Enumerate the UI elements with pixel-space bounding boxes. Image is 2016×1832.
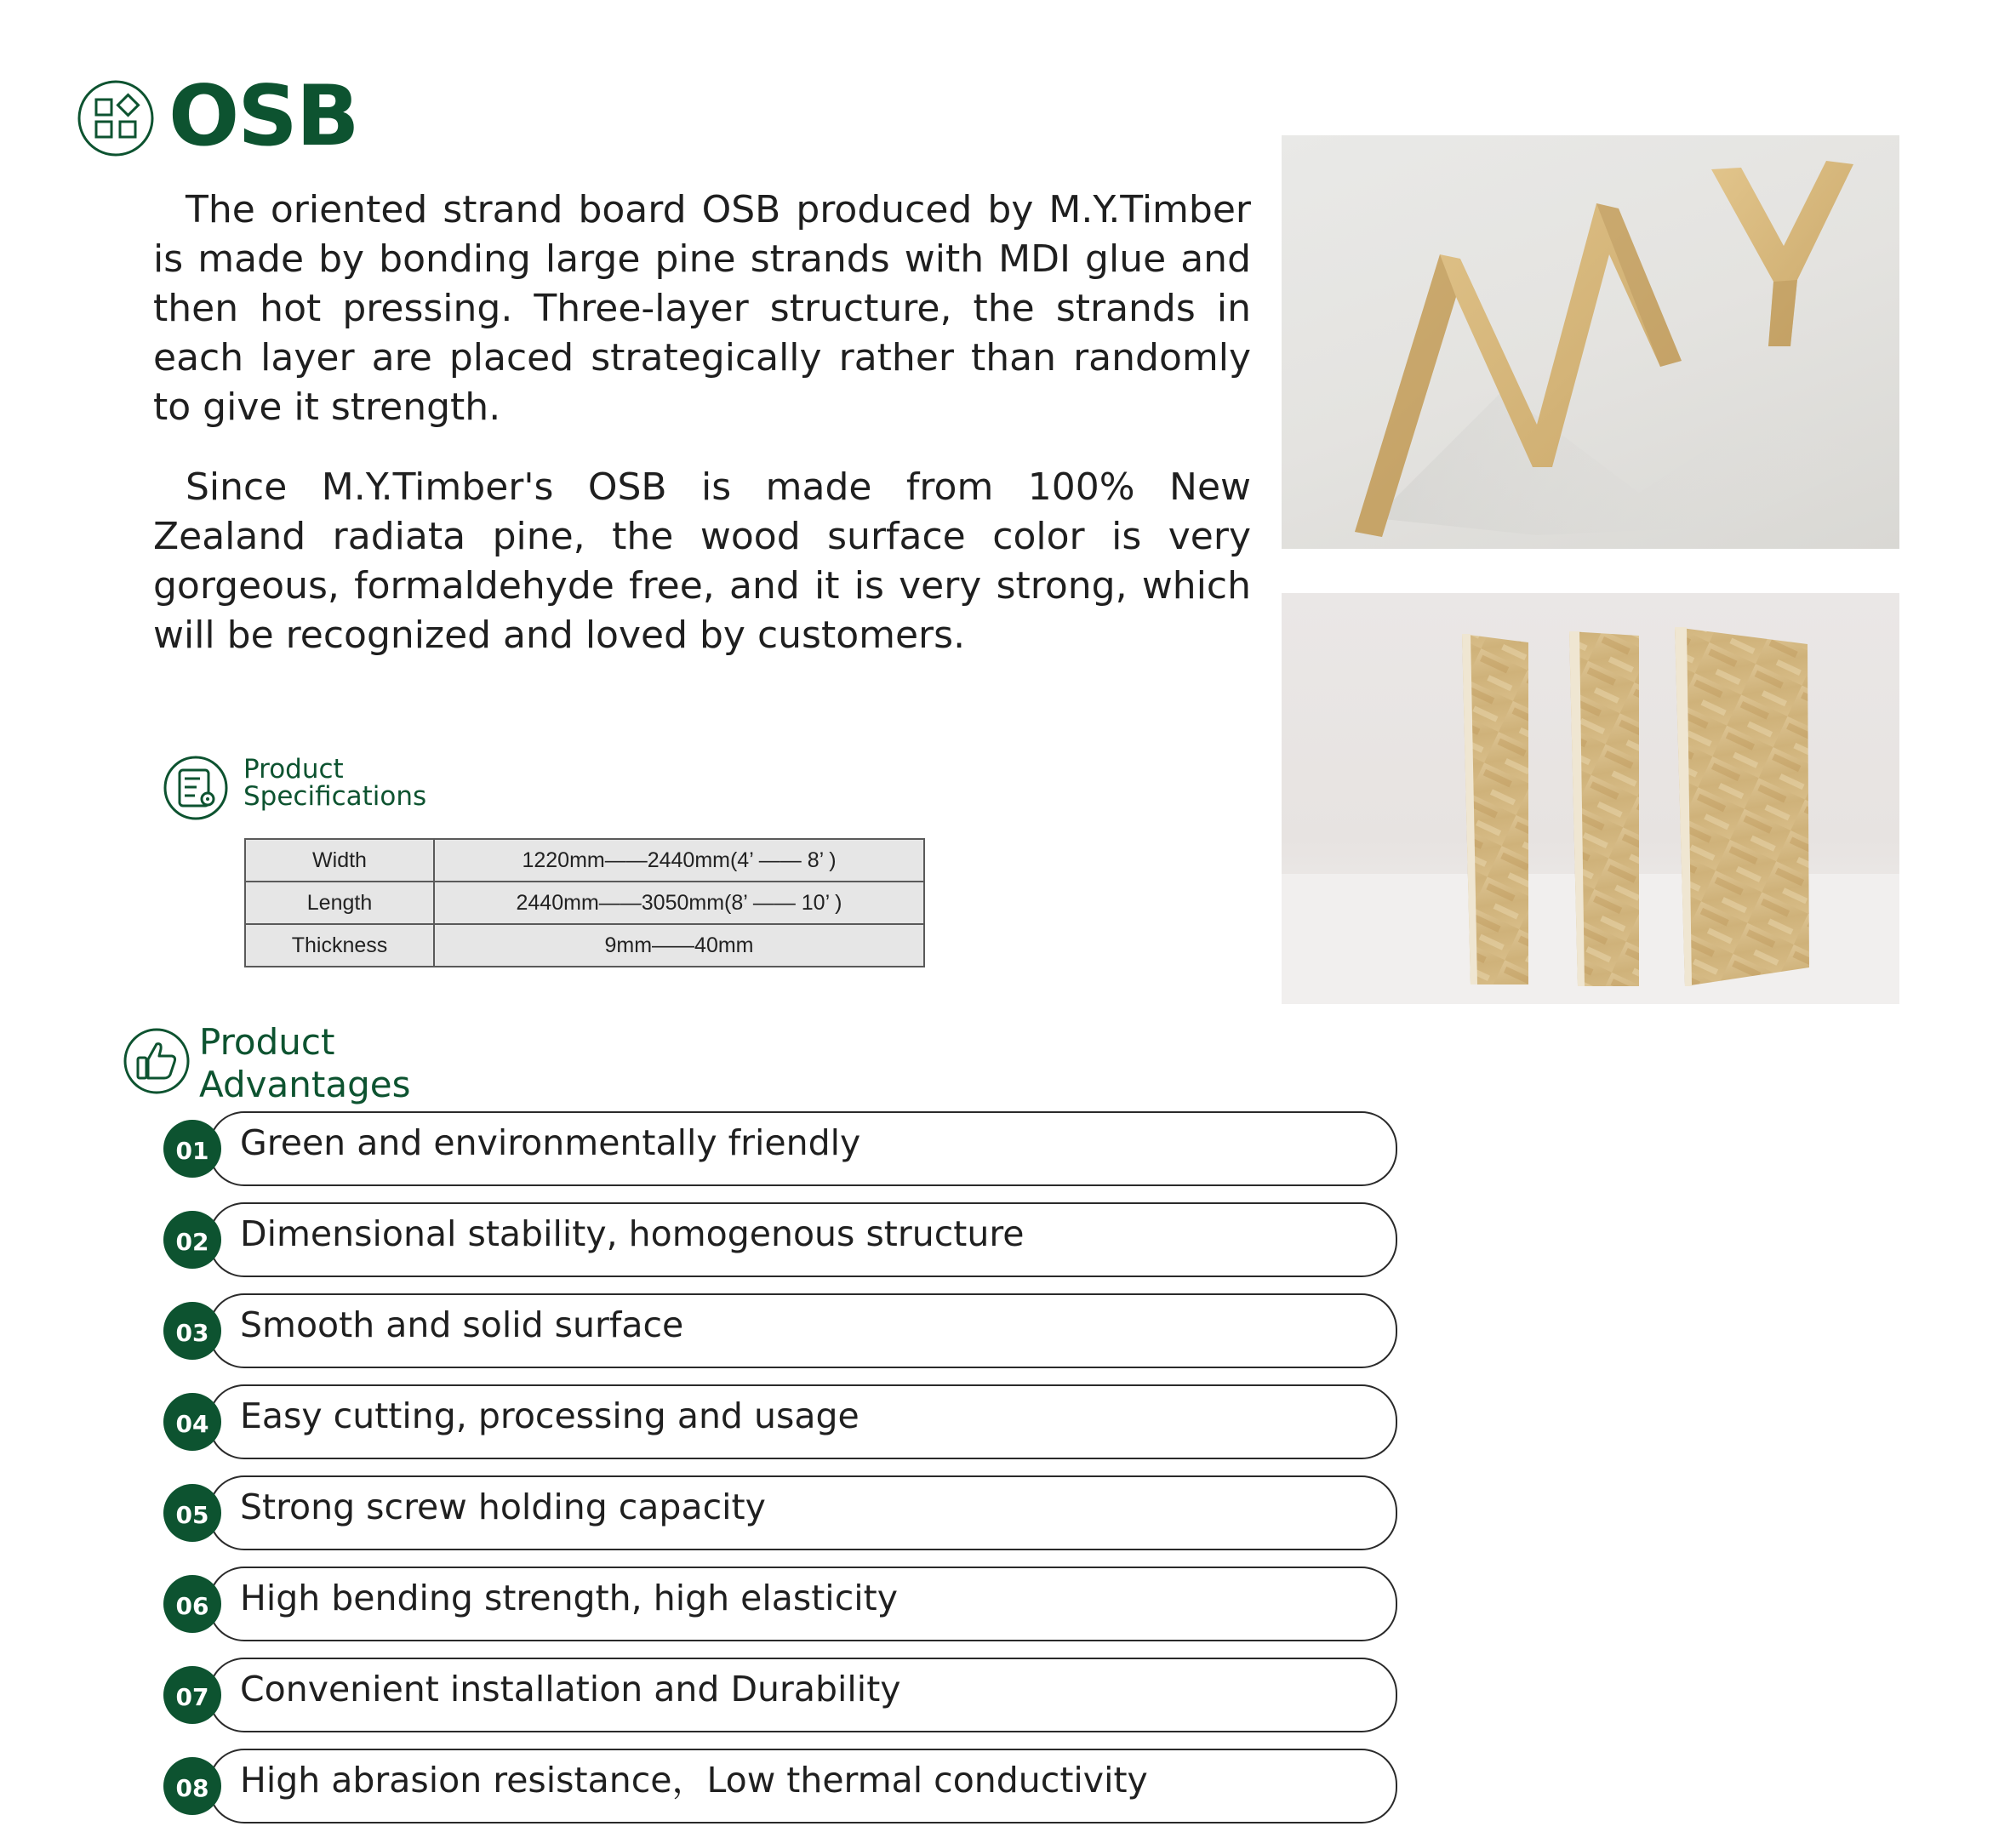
osb-boards-illustration — [1282, 593, 1899, 1004]
specifications-heading — [243, 756, 426, 810]
spec-label: Length — [245, 882, 434, 924]
specifications-heading-line1: Product — [243, 754, 344, 785]
table-row — [245, 882, 924, 924]
table-row — [245, 839, 924, 882]
advantage-text: Strong screw holding capacity — [240, 1487, 766, 1527]
list-item — [162, 1658, 1397, 1732]
advantage-text: Dimensional stability, homogenous structure — [240, 1213, 1025, 1254]
table-row — [245, 924, 924, 967]
spec-value: 2440mm——3050mm(8’ —— 10’ ) — [434, 882, 924, 924]
advantage-number: 01 — [163, 1120, 221, 1178]
intro-paragraph-2: Since M.Y.Timber's OSB is made from 100% New Zealand radiata pine, the wood surface color is very gorgeous, formaldehyde free, and it is very strong, which will be recognized and loved by customers. — [153, 465, 1251, 657]
thumbs-up-icon — [123, 1027, 191, 1095]
specification-list-icon — [163, 755, 229, 821]
spec-label: Thickness — [245, 924, 434, 967]
advantage-text: High abrasion resistance，Low thermal conductivity — [240, 1760, 1148, 1801]
advantage-number: 06 — [163, 1575, 221, 1633]
advantages-heading-line1: Product — [199, 1021, 335, 1063]
list-item — [162, 1293, 1397, 1368]
advantage-text: Easy cutting, processing and usage — [240, 1395, 860, 1436]
list-item — [162, 1111, 1397, 1186]
specifications-table — [244, 838, 925, 967]
osb-boards-photo — [1282, 593, 1899, 1004]
list-item — [162, 1567, 1397, 1641]
spec-value: 1220mm——2440mm(4’ —— 8’ ) — [434, 839, 924, 882]
my-letters-photo — [1282, 135, 1899, 549]
advantage-text: High bending strength, high elasticity — [240, 1578, 898, 1618]
list-item — [162, 1475, 1397, 1550]
product-grid-icon — [77, 79, 155, 157]
advantage-text: Smooth and solid surface — [240, 1304, 684, 1345]
advantage-number: 02 — [163, 1211, 221, 1269]
list-item — [162, 1202, 1397, 1277]
advantage-number: 08 — [163, 1757, 221, 1815]
spec-value: 9mm——40mm — [434, 924, 924, 967]
page-title: OSB — [168, 68, 358, 165]
advantage-number: 07 — [163, 1666, 221, 1724]
my-letters-illustration — [1282, 135, 1899, 549]
intro-paragraph-1: The oriented strand board OSB produced by M.Y.Timber is made by bonding large pine strands with MDI glue and then hot pressing. Three-layer structure, the strands in each layer are placed strategically rather than randomly to give it strength. — [153, 188, 1251, 429]
advantage-text: Convenient installation and Durability — [240, 1669, 901, 1709]
list-item — [162, 1384, 1397, 1459]
specifications-heading-line2: Specifications — [243, 781, 427, 812]
advantage-text: Green and environmentally friendly — [240, 1122, 861, 1163]
advantage-number: 05 — [163, 1484, 221, 1542]
advantage-number: 03 — [163, 1302, 221, 1360]
spec-label: Width — [245, 839, 434, 882]
list-item — [162, 1749, 1397, 1823]
advantage-number: 04 — [163, 1393, 221, 1451]
advantages-heading-line2: Advantages — [199, 1064, 411, 1105]
advantages-heading — [199, 1021, 410, 1106]
